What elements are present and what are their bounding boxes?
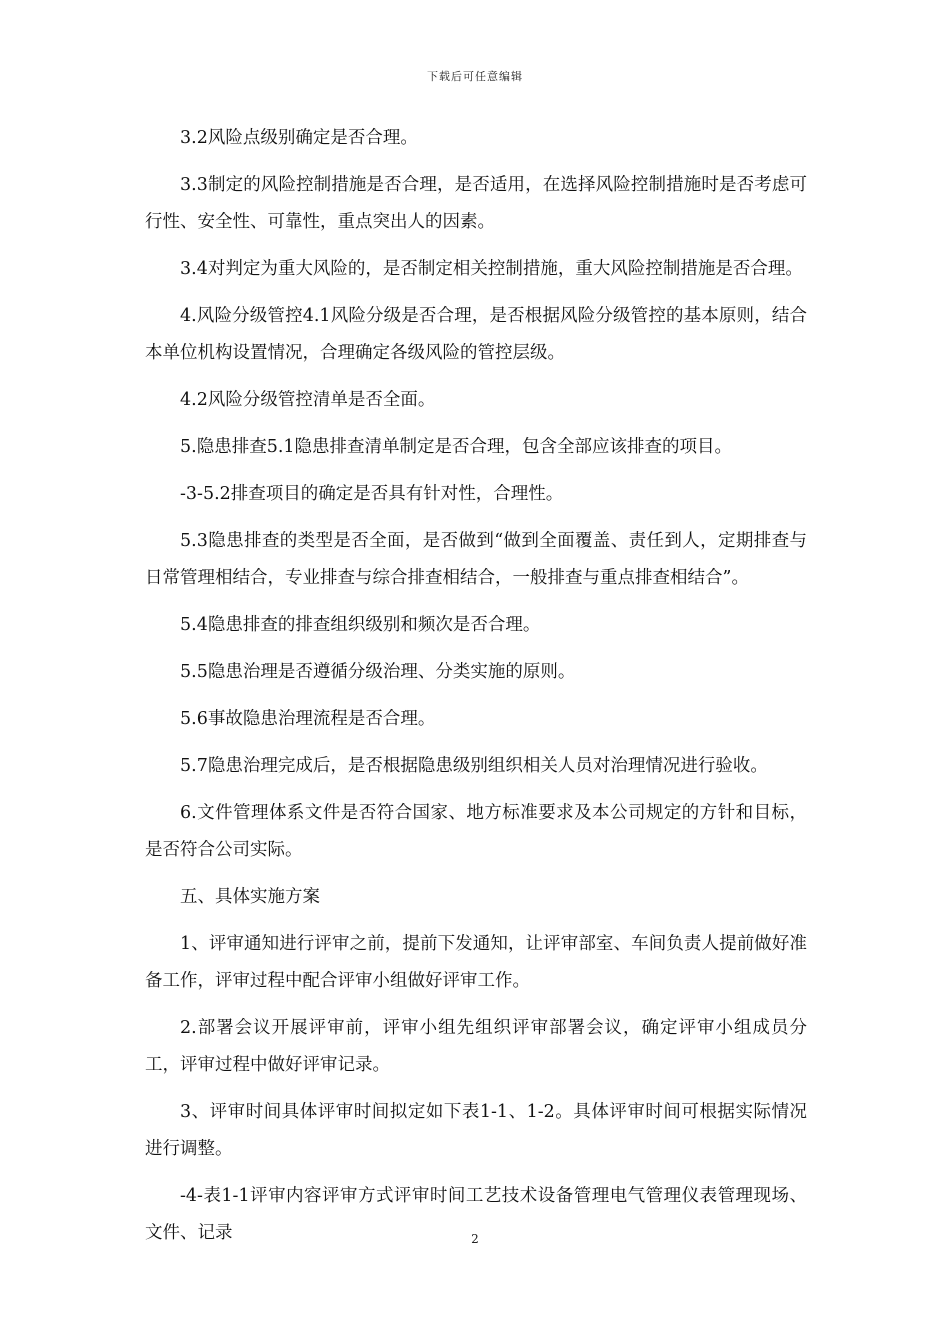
paragraph-step-1: 1、评审通知进行评审之前，提前下发通知，让评审部室、车间负责人提前做好准备工作，评审过程中配合评审小组做好评审工作。 <box>145 934 807 991</box>
paragraph-5-6: 5.6事故隐患治理流程是否合理。 <box>180 709 436 729</box>
paragraph-3-2: 3.2风险点级别确定是否合理。 <box>180 128 418 148</box>
paragraph-5-5: 5.5隐患治理是否遵循分级治理、分类实施的原则。 <box>180 662 576 682</box>
paragraph-5-3: 5.3隐患排查的类型是否全面，是否做到“做到全面覆盖、责任到人，定期排查与日常管理相结合，专业排查与综合排查相结合，一般排查与重点排查相结合”。 <box>145 531 807 588</box>
paragraph-step-2: 2.部署会议开展评审前，评审小组先组织评审部署会议，确定评审小组成员分工，评审过程中做好评审记录。 <box>145 1018 807 1075</box>
paragraph-6: 6.文件管理体系文件是否符合国家、地方标准要求及本公司规定的方针和目标，是否符合公司实际。 <box>145 803 807 860</box>
page-header: 下载后可任意编辑 <box>427 70 523 83</box>
paragraph-4-2: 4.2风险分级管控清单是否全面。 <box>180 390 436 410</box>
paragraph-3-4: 3.4对判定为重大风险的，是否制定相关控制措施，重大风险控制措施是否合理。 <box>180 259 803 279</box>
paragraph-5-2: -3-5.2排查项目的确定是否具有针对性，合理性。 <box>180 484 564 504</box>
document-body <box>145 120 807 1262</box>
section-heading-5: 五、具体实施方案 <box>180 887 320 907</box>
paragraph-5-1: 5.隐患排查5.1隐患排查清单制定是否合理，包含全部应该排查的项目。 <box>180 437 733 457</box>
paragraph-step-3: 3、评审时间具体评审时间拟定如下表1-1、1-2。具体评审时间可根据实际情况进行调整。 <box>145 1102 807 1159</box>
paragraph-5-4: 5.4隐患排查的排查组织级别和频次是否合理。 <box>180 615 541 635</box>
paragraph-5-7: 5.7隐患治理完成后，是否根据隐患级别组织相关人员对治理情况进行验收。 <box>180 756 768 776</box>
page-number: 2 <box>471 1232 479 1246</box>
paragraph-4-1: 4.风险分级管控4.1风险分级是否合理，是否根据风险分级管控的基本原则，结合本单位机构设置情况，合理确定各级风险的管控层级。 <box>145 306 807 363</box>
paragraph-table-1-1: -4-表1-1评审内容评审方式评审时间工艺技术设备管理电气管理仪表管理现场、文件、记录 <box>145 1186 807 1243</box>
paragraph-3-3: 3.3制定的风险控制措施是否合理，是否适用，在选择风险控制措施时是否考虑可行性、安全性、可靠性，重点突出人的因素。 <box>145 175 807 232</box>
